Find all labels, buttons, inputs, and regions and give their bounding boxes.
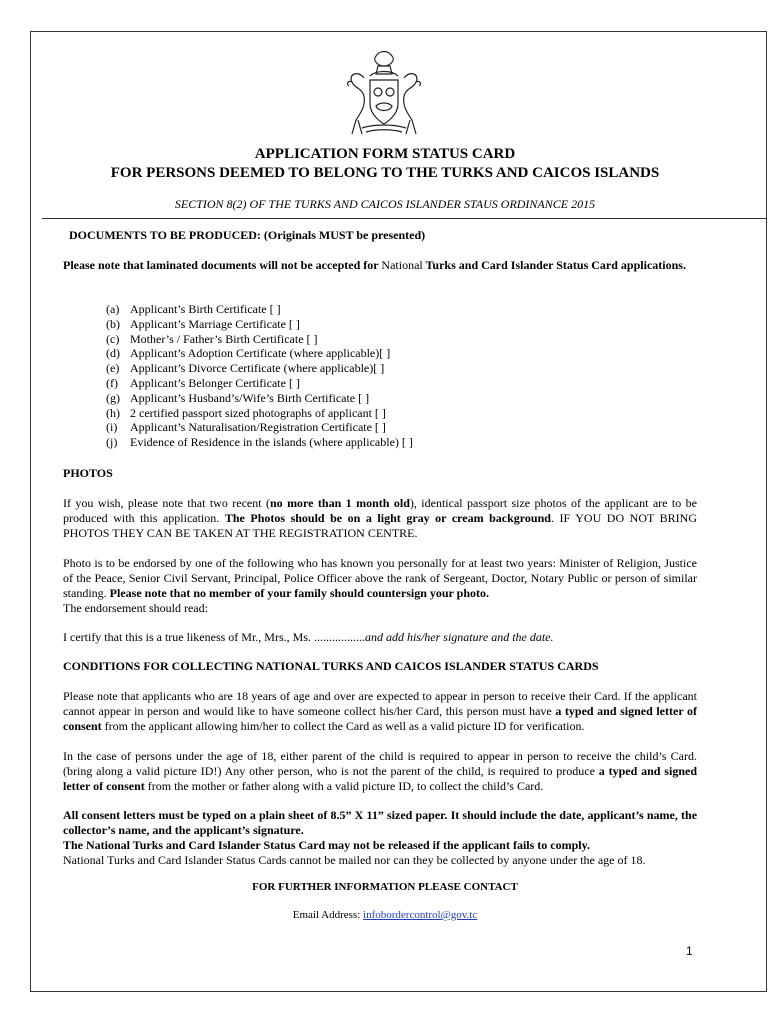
list-item: (b) Applicant’s Marriage Certificate [ ]: [106, 316, 300, 331]
conditions-heading: CONDITIONS FOR COLLECTING NATIONAL TURKS AND CAICOS ISLANDER STATUS CARDS: [63, 659, 599, 673]
header-divider: [42, 218, 767, 219]
list-item: (h) 2 certified passport sized photographs of applicant [ ]: [106, 405, 386, 420]
list-item: (d) Applicant’s Adoption Certificate (where applicable)[ ]: [106, 346, 391, 361]
list-item: (c) Mother’s / Father’s Birth Certificate [ ]: [106, 331, 318, 346]
list-item: (g) Applicant’s Husband’s/Wife’s Birth Certificate [ ]: [106, 390, 370, 405]
list-item: (a) Applicant’s Birth Certificate [ ]: [106, 302, 281, 316]
photos-heading: PHOTOS: [63, 466, 113, 480]
section-subtitle: SECTION 8(2) OF THE TURKS AND CAICOS ISLANDER STAUS ORDINANCE 2015: [174, 197, 596, 211]
list-item: (i) Applicant’s Naturalisation/Registration Certificate [ ]: [106, 420, 386, 435]
list-item: (e) Applicant’s Divorce Certificate (where applicable)[ ]: [106, 361, 385, 376]
email-label: Email Address:: [292, 909, 364, 921]
conditions-paragraph-1: Please note that applicants who are 18 years of age and over are expected to appear in person to receive their Card. If the applicant cannot appear in person and would like to have someone collect his/her Card, this person must have a typed and signed letter of consent from the applicant allowing him/her to collect the Card as well as a valid picture ID for verification.: [63, 689, 698, 733]
title-line-2: FOR PERSONS DEEMED TO BELONG TO THE TURKS AND CAICOS ISLANDS: [110, 165, 660, 181]
photos-paragraph-2: Photo is to be endorsed by one of the following who has known you personally for at least two years: Minister of Religion, Justice of the Peace, Senior Civil Servant, Principal, Police Officer above the rank of Sergeant, Doctor, Notary Public or person of similar standing. Please note that no member of your family should countersign your photo. The endorsement should read:: [63, 556, 697, 615]
documents-heading: DOCUMENTS TO BE PRODUCED: (Originals MUST be presented): [69, 228, 426, 242]
list-item: (j) Evidence of Residence in the islands (where applicable) [ ]: [106, 435, 413, 450]
conditions-paragraph-3: All consent letters must be typed on a plain sheet of 8.5” X 11” sized paper. It should include the date, applicant’s name, the collector’s name, and the applicant’s signature. The National Turks and Card Islander Status Card may not be released if the applicant fails to comply. National Turks and Card Islander Status Cards cannot be mailed nor can they be collected by anyone under the age of 18.: [63, 808, 698, 867]
documents-list: [106, 302, 413, 450]
laminated-note: Please note that laminated documents will not be accepted for National Turks and Card Islander Status Card applications.: [63, 258, 686, 272]
page-number: 1: [686, 944, 693, 958]
list-item: (f) Applicant’s Belonger Certificate [ ]: [106, 375, 300, 390]
coat-of-arms-icon: [340, 48, 428, 138]
photos-paragraph-1: If you wish, please note that two recent (no more than 1 month old), identical passport size photos of the applicant are to be produced with this application. The Photos should be on a light gray or cream background. IF YOU DO NOT BRING PHOTOS THEY CAN BE TAKEN AT THE REGISTRATION CENTRE.: [63, 496, 697, 540]
endorsement-statement: I certify that this is a true likeness of Mr., Mrs., Ms. .................and add his/her signature and the date.: [63, 630, 554, 644]
conditions-paragraph-2: In the case of persons under the age of 18, either parent of the child is required to appear in person to receive the child’s Card. (bring along a valid picture ID!) Any other person, who is not the parent of the child, is required to produce a typed and signed letter of consent from the mother or father along with a valid picture ID, to collect the child’s Card.: [63, 749, 697, 793]
contact-heading: FOR FURTHER INFORMATION PLEASE CONTACT: [252, 881, 518, 893]
title-line-1: APPLICATION FORM STATUS CARD: [254, 146, 516, 162]
email-link[interactable]: infobordercontrol@gov.tc: [363, 909, 478, 921]
contact-email-line: [0, 909, 770, 921]
